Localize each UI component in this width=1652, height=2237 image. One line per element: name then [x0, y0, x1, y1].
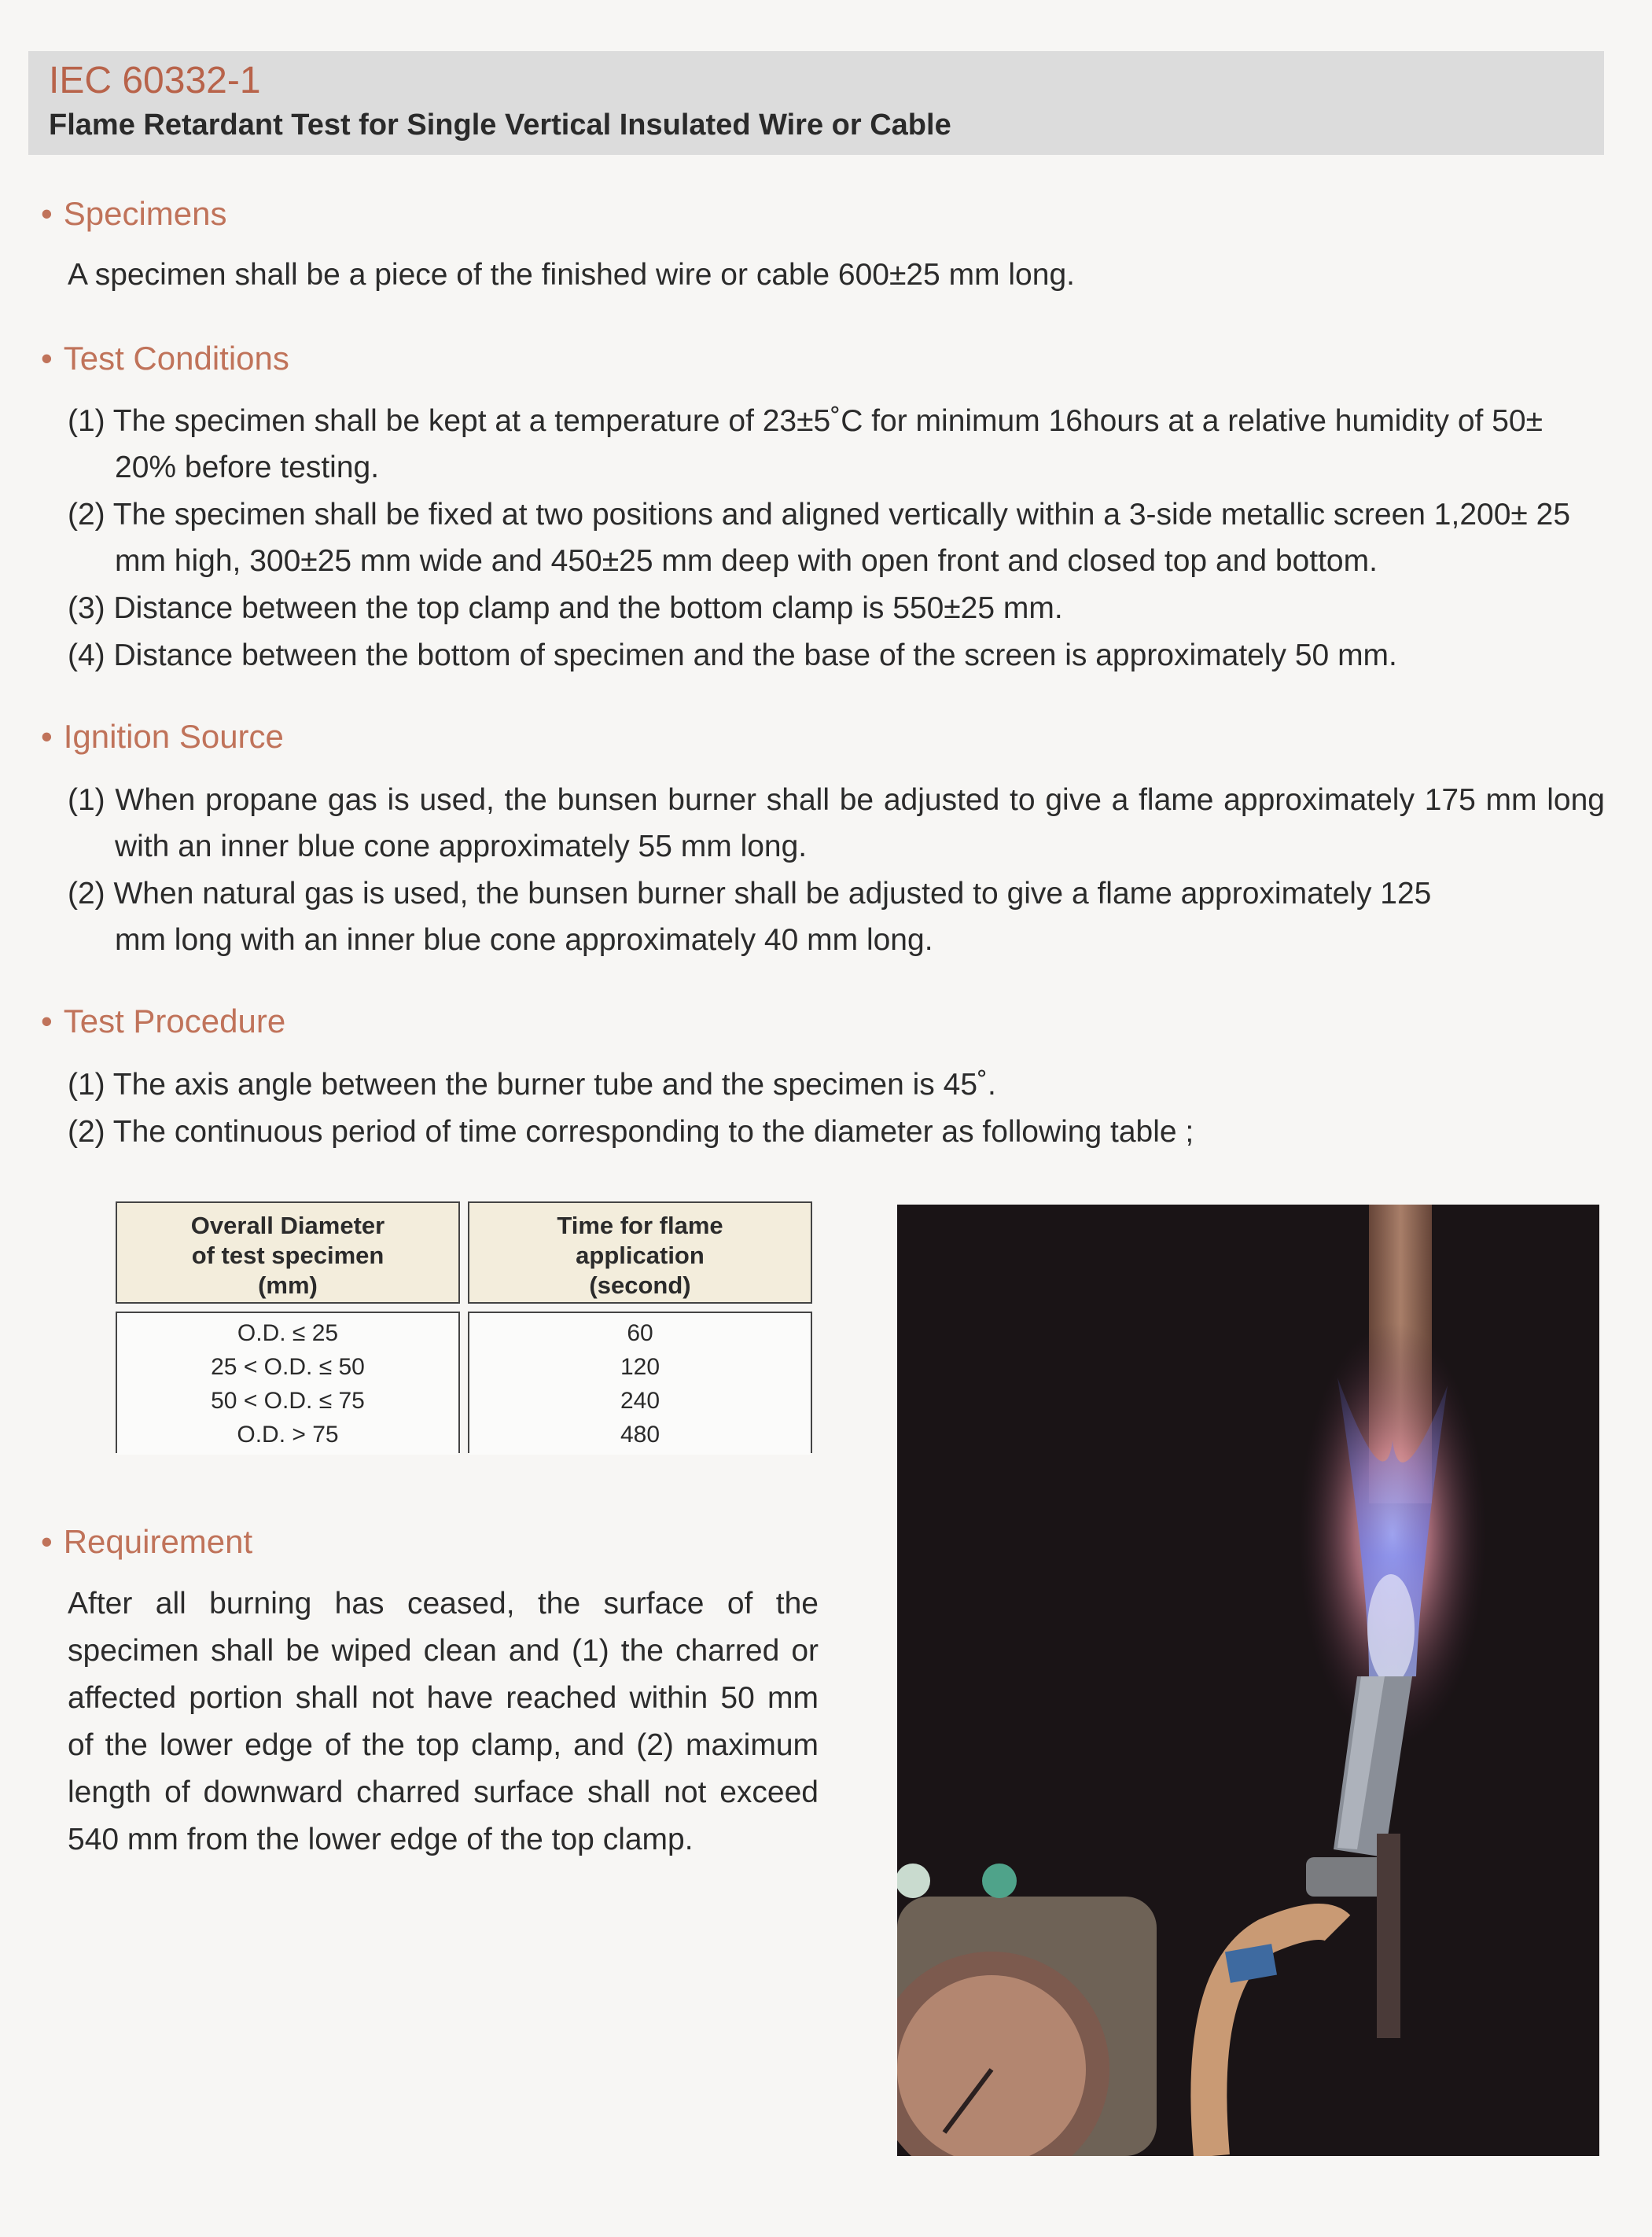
table-cell: 60 — [627, 1320, 653, 1346]
test-condition-2: (2) The specimen shall be fixed at two positions and aligned vertically within a 3-side metallic screen 1,200± 25 mm high, 300±25 mm wide and 450±25 mm deep with open front and closed top and bottom. — [68, 498, 1571, 578]
bullet-icon: • — [41, 718, 53, 755]
standard-code: IEC 60332-1 — [49, 60, 261, 101]
bullet-icon: • — [41, 340, 53, 377]
table-header-time: Time for flame application (second) — [468, 1201, 812, 1304]
bullet-icon: • — [41, 195, 53, 232]
specimens-text: A specimen shall be a piece of the finished wire or cable 600±25 mm long. — [68, 258, 1075, 292]
bullet-icon: • — [41, 1003, 53, 1039]
table-cell: O.D. ≤ 25 — [237, 1320, 339, 1346]
section-title-test-conditions: • Test Conditions — [41, 340, 289, 377]
table-header-diameter: Overall Diameter of test specimen (mm) — [116, 1201, 460, 1304]
test-procedure-1: (1) The axis angle between the burner tube and the specimen is 45˚. — [68, 1068, 996, 1102]
requirement-text: After all burning has ceased, the surface of the specimen shall be wiped clean and (1) the charred or affected portion shall not have reached within 50 mm of the lower edge of the top clamp, and (2) maximum length of downward charred surface shall not exceed 540 mm from the lower edge of the top clamp. — [68, 1587, 819, 1856]
page-subtitle: Flame Retardant Test for Single Vertical Insulated Wire or Cable — [49, 109, 951, 142]
test-condition-3: (3) Distance between the top clamp and the bottom clamp is 550±25 mm. — [68, 591, 1063, 625]
ignition-source-2: (2) When natural gas is used, the bunsen burner shall be adjusted to give a flame approximately 125 mm long with an inner blue cone approximately 40 mm long. — [68, 877, 1432, 957]
burner-flame-illustration — [897, 1205, 1599, 2156]
table-cell: 240 — [620, 1388, 660, 1414]
table-cell: 25 < O.D. ≤ 50 — [211, 1354, 365, 1380]
test-condition-4: (4) Distance between the bottom of specimen and the base of the screen is approximately 50 mm. — [68, 638, 1397, 672]
table-cell: 120 — [620, 1354, 660, 1380]
test-procedure-2: (2) The continuous period of time corresponding to the diameter as following table ; — [68, 1115, 1194, 1149]
ignition-source-1: (1) When propane gas is used, the bunsen burner shall be adjusted to give a flame approximately 175 mm long with an inner blue cone approximately 55 mm long. — [68, 783, 1605, 863]
section-title-specimens: • Specimens — [41, 195, 227, 232]
test-condition-1: (1) The specimen shall be kept at a temperature of 23±5˚C for minimum 16hours at a relative humidity of 50± 20% before testing. — [68, 404, 1543, 484]
page-header — [28, 51, 1604, 155]
table-column-diameter — [116, 1312, 460, 1453]
table-column-time — [468, 1312, 812, 1453]
section-title-requirement: • Requirement — [41, 1523, 253, 1560]
bullet-icon: • — [41, 1523, 53, 1560]
section-title-test-procedure: • Test Procedure — [41, 1003, 286, 1039]
table-cell: O.D. > 75 — [237, 1422, 339, 1448]
flame-test-photo — [897, 1205, 1599, 2156]
table-cell: 480 — [620, 1422, 660, 1448]
table-cell: 50 < O.D. ≤ 75 — [211, 1388, 365, 1414]
section-title-ignition-source: • Ignition Source — [41, 718, 284, 755]
